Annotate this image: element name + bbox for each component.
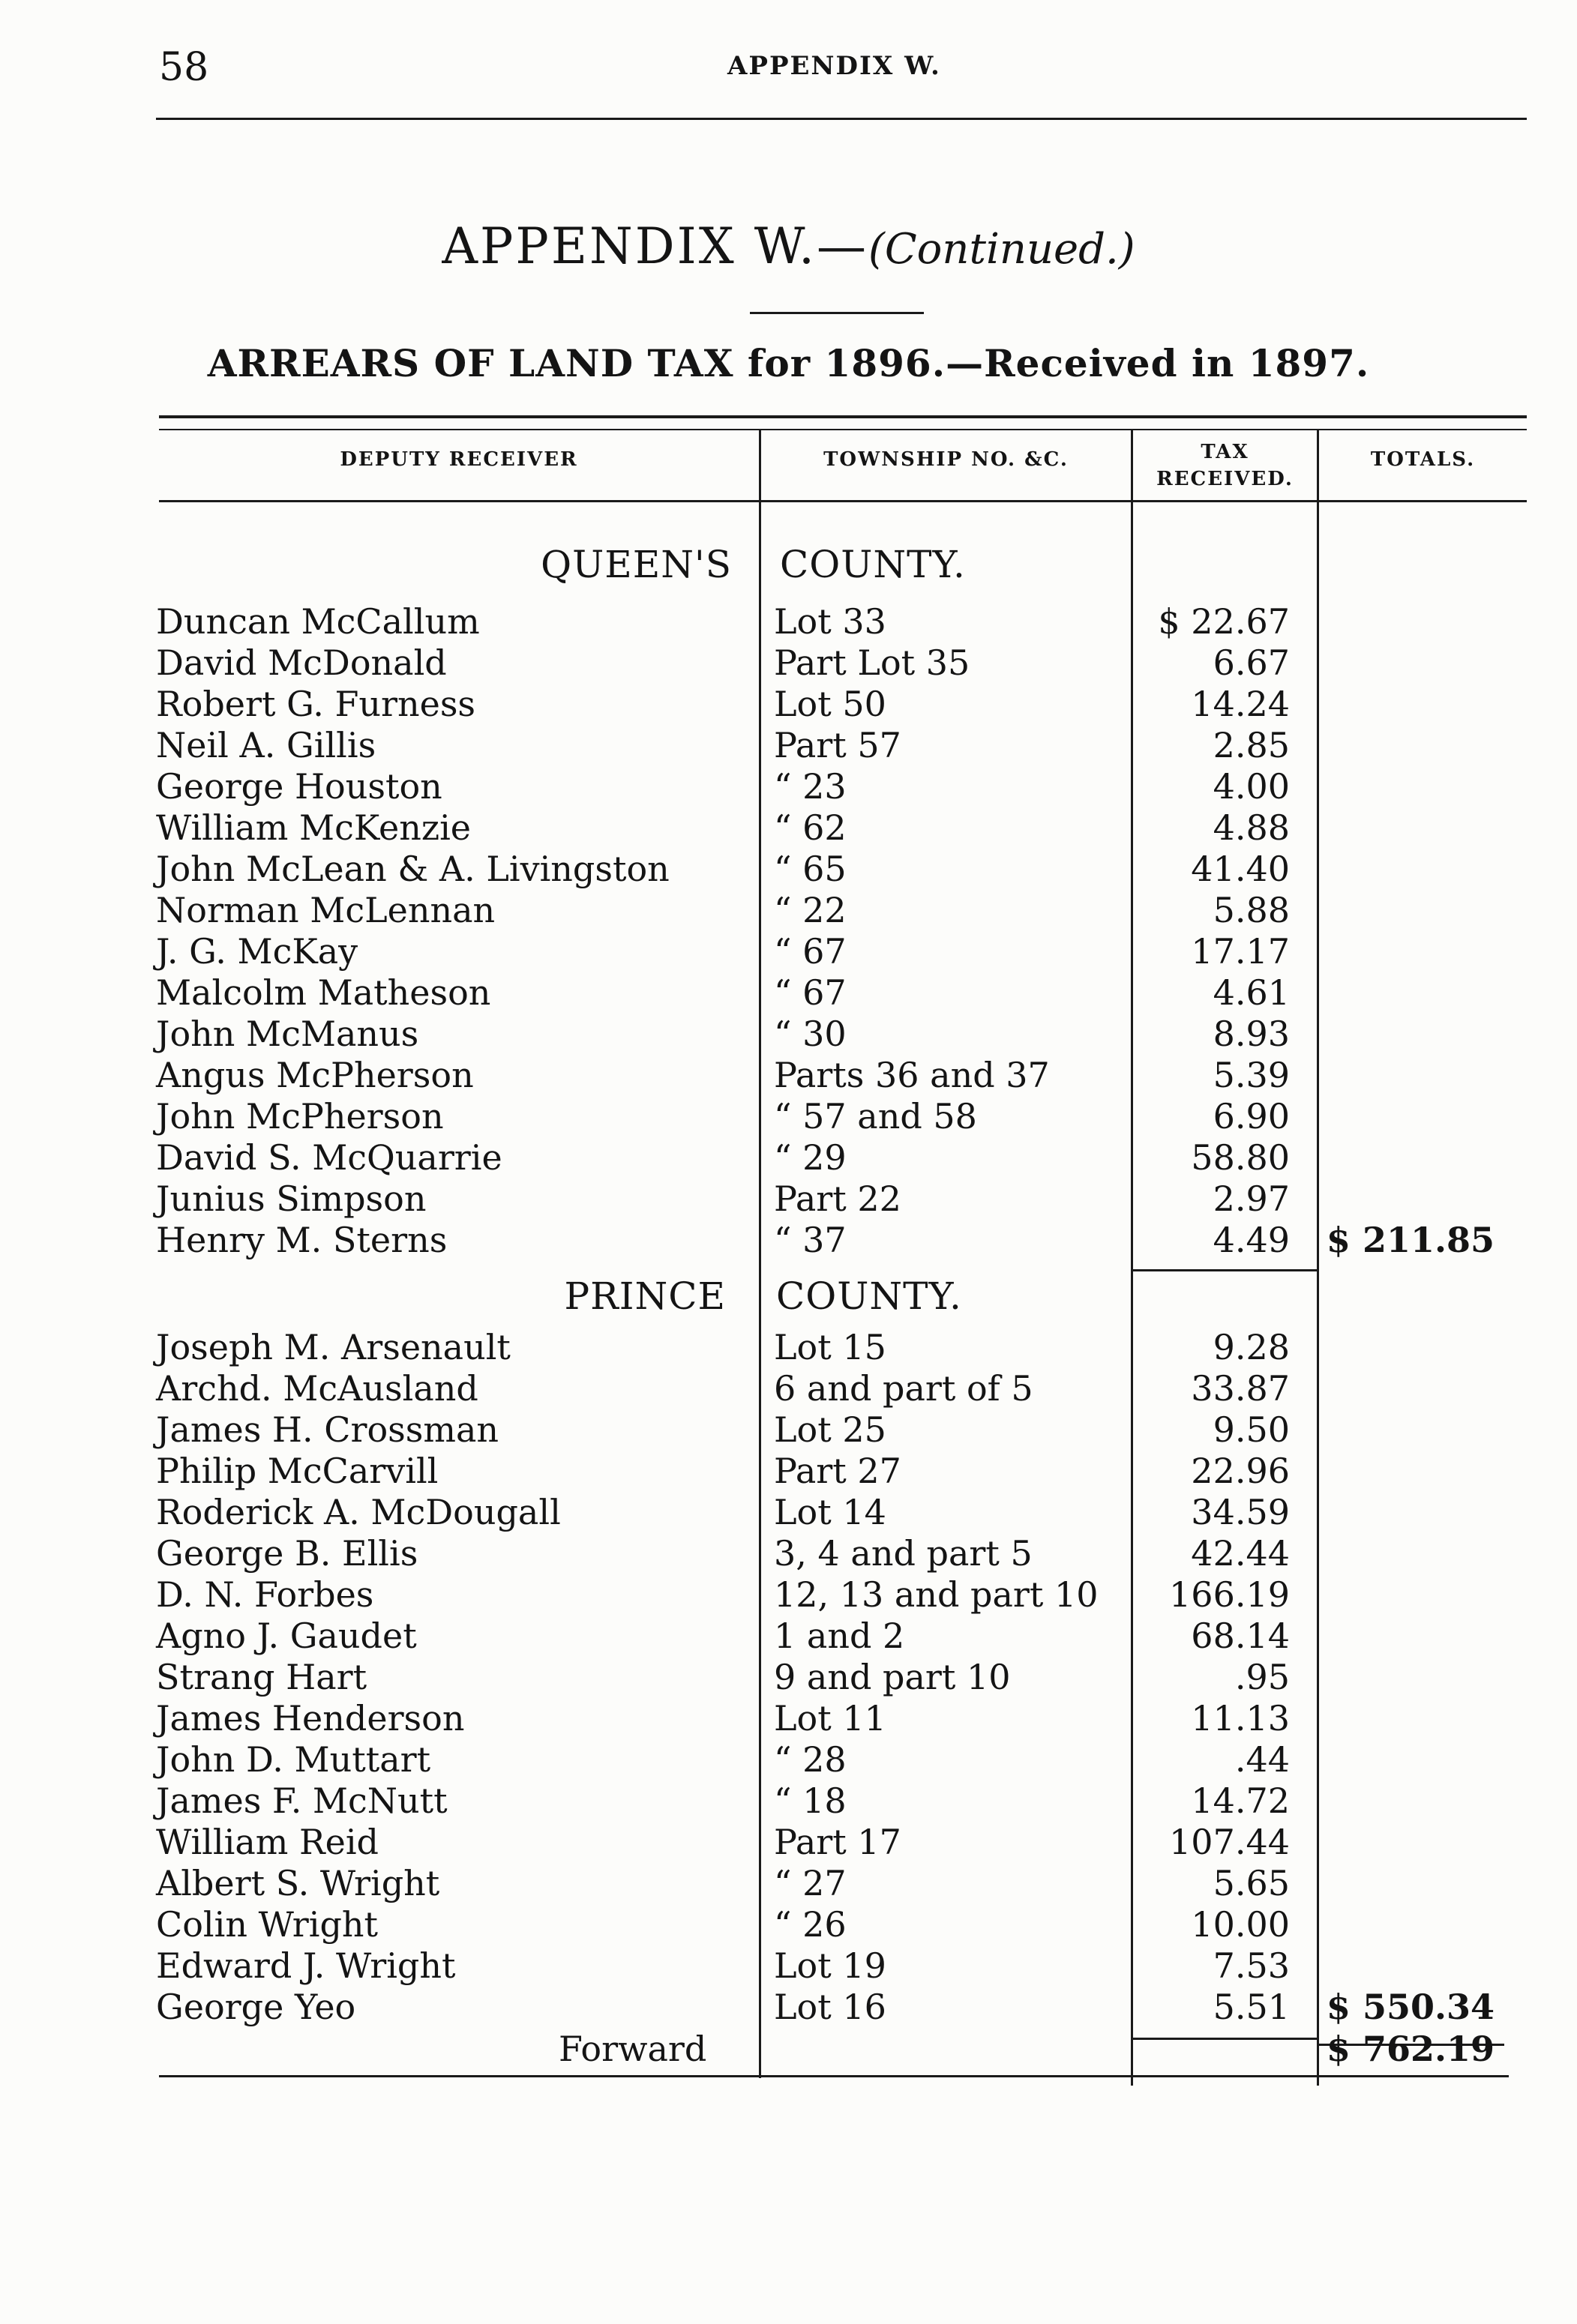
table-row (0, 1822, 1577, 1863)
township-number: Lot 11 (774, 1698, 886, 1739)
tax-received: 4.00 (1213, 766, 1290, 807)
column-header-tax-line1: TAX (1201, 441, 1249, 463)
running-head: APPENDIX W. (727, 51, 941, 81)
table-row (0, 1178, 1577, 1220)
township-number: “ 27 (774, 1863, 847, 1903)
deputy-receiver-name: Joseph M. Arsenault (156, 1327, 511, 1367)
county-total: $ 211.85 (1326, 1220, 1495, 1260)
township-number: Part 27 (774, 1451, 901, 1491)
table-row (0, 807, 1577, 849)
table-row (0, 1451, 1577, 1492)
township-number: 6 and part of 5 (774, 1368, 1033, 1409)
table-row (0, 1096, 1577, 1137)
township-number: 12, 13 and part 10 (774, 1574, 1099, 1615)
page-subtitle: ARREARS OF LAND TAX for 1896.—Received in 1897. (207, 341, 1370, 385)
queens-subtotal-rule (1131, 1269, 1318, 1271)
deputy-receiver-name: Neil A. Gillis (156, 725, 376, 765)
township-number: Lot 15 (774, 1327, 886, 1367)
tax-received: 6.67 (1213, 642, 1290, 683)
table-top-rule (159, 415, 1527, 418)
tax-received: 41.40 (1191, 849, 1290, 889)
deputy-receiver-name: Junius Simpson (156, 1178, 427, 1219)
tax-received: 58.80 (1191, 1137, 1290, 1178)
tax-received: 166.19 (1169, 1574, 1290, 1615)
section-heading-left: PRINCE (564, 1274, 726, 1318)
deputy-receiver-name: John McPherson (156, 1096, 444, 1137)
table-row (0, 1220, 1577, 1261)
table-row (0, 1698, 1577, 1739)
township-number: “ 62 (774, 807, 847, 848)
township-number: “ 23 (774, 766, 847, 807)
tax-received: 22.96 (1191, 1451, 1290, 1491)
table-bottom-rule (159, 2075, 1509, 2077)
tax-received: 2.97 (1213, 1178, 1290, 1219)
deputy-receiver-name: D. N. Forbes (156, 1574, 374, 1615)
township-number: “ 67 (774, 931, 847, 972)
tax-received: 14.24 (1191, 684, 1290, 724)
township-number: “ 26 (774, 1904, 847, 1945)
township-number: Lot 19 (774, 1945, 886, 1986)
township-number: Lot 50 (774, 684, 886, 724)
tax-received: 4.49 (1213, 1220, 1290, 1260)
table-row (0, 1368, 1577, 1409)
column-header-tax-line2: RECEIVED. (1156, 468, 1294, 490)
township-number: “ 65 (774, 849, 847, 889)
deputy-receiver-name: George B. Ellis (156, 1533, 418, 1574)
tax-received: 9.50 (1213, 1409, 1290, 1450)
page-title (0, 217, 1577, 275)
header-bottom-rule (159, 500, 1527, 502)
deputy-receiver-name: Henry M. Sterns (156, 1220, 448, 1260)
table-row (0, 1780, 1577, 1822)
deputy-receiver-name: Strang Hart (156, 1657, 367, 1697)
forward-total: $ 762.19 (1326, 2029, 1495, 2069)
table-row (0, 931, 1577, 972)
table-row (0, 1987, 1577, 2028)
tax-received: 17.17 (1191, 931, 1290, 972)
title-main: APPENDIX W.— (442, 217, 868, 275)
page-number: 58 (159, 45, 209, 90)
tax-received: 8.93 (1213, 1014, 1290, 1054)
deputy-receiver-name: Agno J. Gaudet (156, 1616, 417, 1656)
township-number: Lot 14 (774, 1492, 886, 1532)
township-number: 1 and 2 (774, 1616, 905, 1656)
tax-received: 10.00 (1191, 1904, 1290, 1945)
deputy-receiver-name: Norman McLennan (156, 890, 496, 930)
tax-received: 4.88 (1213, 807, 1290, 848)
township-number: “ 29 (774, 1137, 847, 1178)
township-number: “ 37 (774, 1220, 847, 1260)
tax-received: 5.39 (1213, 1055, 1290, 1095)
column-header-totals: TOTALS. (1370, 448, 1476, 471)
township-number: Part Lot 35 (774, 642, 970, 683)
deputy-receiver-name: Angus McPherson (156, 1055, 474, 1095)
table-row (0, 849, 1577, 890)
tax-received: 7.53 (1213, 1945, 1290, 1986)
title-divider (750, 312, 924, 314)
table-top-rule-thin (159, 429, 1527, 430)
tax-received: .44 (1234, 1739, 1290, 1780)
tax-received: 4.61 (1213, 972, 1290, 1013)
table-row (0, 1574, 1577, 1616)
tax-received: $ 22.67 (1158, 601, 1290, 642)
township-number: Part 22 (774, 1178, 901, 1219)
table-row (0, 725, 1577, 766)
deputy-receiver-name: James F. McNutt (156, 1780, 448, 1821)
tax-received: 42.44 (1191, 1533, 1290, 1574)
deputy-receiver-name: Archd. McAusland (156, 1368, 478, 1409)
tax-received: .95 (1234, 1657, 1290, 1697)
table-row (0, 890, 1577, 931)
township-number: “ 18 (774, 1780, 847, 1821)
township-number: “ 57 and 58 (774, 1096, 977, 1137)
deputy-receiver-name: J. G. McKay (156, 931, 358, 972)
table-row (0, 1533, 1577, 1574)
tax-received: 5.51 (1213, 1987, 1290, 2027)
deputy-receiver-name: Edward J. Wright (156, 1945, 456, 1986)
county-total: $ 550.34 (1326, 1987, 1495, 2027)
township-number: “ 30 (774, 1014, 847, 1054)
deputy-receiver-name: Robert G. Furness (156, 684, 476, 724)
deputy-receiver-name: Roderick A. McDougall (156, 1492, 561, 1532)
tax-received: 6.90 (1213, 1096, 1290, 1137)
deputy-receiver-name: James H. Crossman (156, 1409, 499, 1450)
tax-received: 34.59 (1191, 1492, 1290, 1532)
table-row (0, 1945, 1577, 1987)
tax-received: 2.85 (1213, 725, 1290, 765)
section-heading-left: QUEEN'S (541, 543, 732, 586)
table-row (0, 766, 1577, 807)
tax-received: 5.88 (1213, 890, 1290, 930)
township-number: Lot 25 (774, 1409, 886, 1450)
township-number: 3, 4 and part 5 (774, 1533, 1033, 1574)
deputy-receiver-name: Colin Wright (156, 1904, 379, 1945)
table-row (0, 1327, 1577, 1368)
tax-received: 68.14 (1191, 1616, 1290, 1656)
deputy-receiver-name: John McManus (156, 1014, 419, 1054)
tax-received: 9.28 (1213, 1327, 1290, 1367)
column-header-township: TOWNSHIP NO. &C. (823, 448, 1069, 471)
tax-received: 33.87 (1191, 1368, 1290, 1409)
forward-label: Forward (559, 2029, 707, 2069)
table-row (0, 1137, 1577, 1178)
township-number: Lot 16 (774, 1987, 886, 2027)
table-row (0, 1492, 1577, 1533)
tax-received: 11.13 (1191, 1698, 1290, 1739)
table-row (0, 1014, 1577, 1055)
deputy-receiver-name: Malcolm Matheson (156, 972, 491, 1013)
table-row (0, 642, 1577, 684)
table-row (0, 1739, 1577, 1780)
tax-bottom-rule (1131, 2038, 1318, 2040)
tax-received: 14.72 (1191, 1780, 1290, 1821)
township-number: “ 67 (774, 972, 847, 1013)
township-number: “ 22 (774, 890, 847, 930)
table-row (0, 1409, 1577, 1451)
deputy-receiver-name: Philip McCarvill (156, 1451, 439, 1491)
table-row (0, 1657, 1577, 1698)
deputy-receiver-name: William McKenzie (156, 807, 471, 848)
deputy-receiver-name: David S. McQuarrie (156, 1137, 502, 1178)
table-row (0, 1616, 1577, 1657)
tax-received: 5.65 (1213, 1863, 1290, 1903)
table-row (0, 1055, 1577, 1096)
section-heading-right: COUNTY. (780, 543, 966, 586)
title-continued: (Continued.) (868, 225, 1135, 274)
deputy-receiver-name: Albert S. Wright (156, 1863, 440, 1903)
tax-received: 107.44 (1169, 1822, 1290, 1862)
deputy-receiver-name: John D. Muttart (156, 1739, 431, 1780)
township-number: “ 28 (774, 1739, 847, 1780)
deputy-receiver-name: George Yeo (156, 1987, 356, 2027)
deputy-receiver-name: Duncan McCallum (156, 601, 480, 642)
deputy-receiver-name: John McLean & A. Livingston (156, 849, 670, 889)
deputy-receiver-name: William Reid (156, 1822, 379, 1862)
section-heading-right: COUNTY. (776, 1274, 962, 1318)
table-row (0, 972, 1577, 1014)
table-row (0, 1863, 1577, 1904)
deputy-receiver-name: George Houston (156, 766, 442, 807)
column-header-tax-received (1133, 439, 1317, 493)
table-row (0, 684, 1577, 725)
table-row (0, 601, 1577, 642)
column-header-deputy-receiver: DEPUTY RECEIVER (340, 448, 578, 471)
township-number: Lot 33 (774, 601, 886, 642)
township-number: Part 17 (774, 1822, 901, 1862)
township-number: Parts 36 and 37 (774, 1055, 1050, 1095)
deputy-receiver-name: David McDonald (156, 642, 447, 683)
township-number: Part 57 (774, 725, 901, 765)
table-row (0, 1904, 1577, 1945)
header-rule (156, 118, 1527, 120)
township-number: 9 and part 10 (774, 1657, 1011, 1697)
deputy-receiver-name: James Henderson (156, 1698, 465, 1739)
